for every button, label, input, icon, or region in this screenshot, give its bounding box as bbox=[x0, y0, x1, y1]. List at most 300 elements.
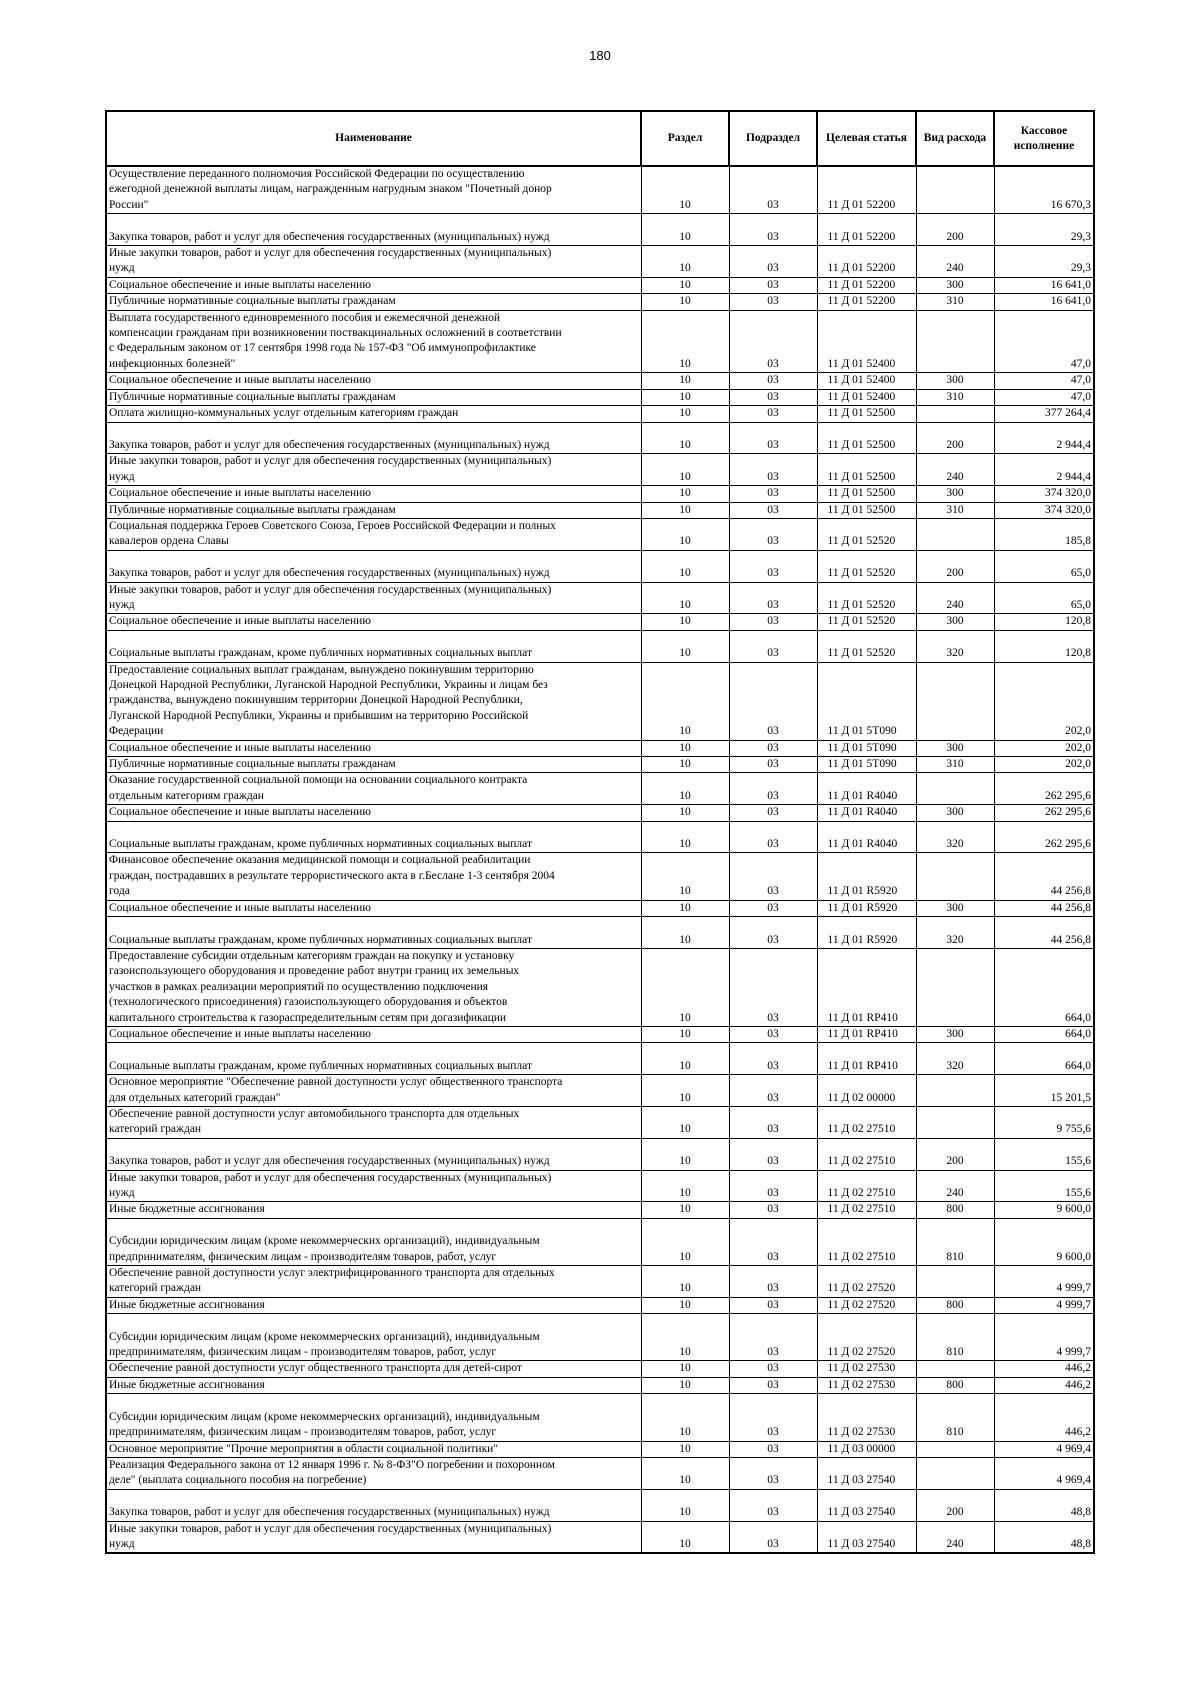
cell-expense-type: 200 bbox=[916, 1489, 994, 1521]
cell-name bbox=[106, 502, 641, 518]
table-row bbox=[106, 630, 1094, 662]
table-row bbox=[106, 389, 1094, 405]
cell-name bbox=[106, 1026, 641, 1042]
table-row bbox=[106, 486, 1094, 502]
cell-podrazdel: 03 bbox=[729, 1361, 817, 1377]
cell-name-line: компенсации гражданам при возникновении поствакцинальных осложнений в соответствии bbox=[109, 327, 562, 340]
cell-name bbox=[106, 1043, 641, 1075]
cell-razdel: 10 bbox=[641, 166, 729, 214]
cell-cash-execution: 262 295,6 bbox=[994, 773, 1094, 805]
cell-target-article: 11 Д 01 52200 bbox=[817, 294, 916, 310]
cell-razdel: 10 bbox=[641, 214, 729, 246]
cell-cash-execution: 4 999,7 bbox=[994, 1314, 1094, 1361]
cell-cash-execution: 374 320,0 bbox=[994, 486, 1094, 502]
cell-name-line: Иные закупки товаров, работ и услуг для обеспечения государственных (муниципальных) bbox=[109, 583, 552, 596]
cell-name bbox=[106, 1138, 641, 1170]
cell-name bbox=[106, 518, 641, 550]
cell-name-line: Социальное обеспечение и иные выплаты населению bbox=[109, 278, 371, 291]
cell-razdel: 10 bbox=[641, 246, 729, 278]
cell-razdel: 10 bbox=[641, 1202, 729, 1218]
cell-razdel: 10 bbox=[641, 773, 729, 805]
cell-expense-type bbox=[916, 662, 994, 740]
cell-expense-type bbox=[916, 1441, 994, 1457]
cell-name-line bbox=[109, 1490, 639, 1505]
cell-podrazdel: 03 bbox=[729, 853, 817, 900]
cell-razdel: 10 bbox=[641, 454, 729, 486]
table-row bbox=[106, 853, 1094, 900]
cell-razdel: 10 bbox=[641, 757, 729, 773]
table-row bbox=[106, 1202, 1094, 1218]
cell-name-line: Закупка товаров, работ и услуг для обеспечения государственных (муниципальных) нужд bbox=[109, 1155, 550, 1168]
cell-name-line: Субсидии юридическим лицам (кроме некоммерческих организаций), индивидуальным bbox=[109, 1235, 540, 1248]
cell-name-line: для отдельных категорий граждан" bbox=[109, 1091, 281, 1104]
cell-expense-type: 300 bbox=[916, 740, 994, 756]
cell-name-line: Основное мероприятие "Прочие мероприятия в области социальной политики" bbox=[109, 1442, 499, 1455]
cell-name-line: гражданства, вынуждено покинувшим территории Донецкой Народной Республики, bbox=[109, 694, 523, 707]
cell-name-line: Социальное обеспечение и иные выплаты населению bbox=[109, 487, 371, 500]
cell-expense-type bbox=[916, 773, 994, 805]
cell-expense-type: 300 bbox=[916, 486, 994, 502]
cell-podrazdel: 03 bbox=[729, 1218, 817, 1265]
cell-razdel: 10 bbox=[641, 1218, 729, 1265]
cell-podrazdel: 03 bbox=[729, 662, 817, 740]
cell-name-line bbox=[109, 214, 639, 229]
cell-name-line: инфекционных болезней" bbox=[109, 357, 236, 370]
table-row bbox=[106, 1075, 1094, 1107]
cell-razdel: 10 bbox=[641, 1457, 729, 1489]
cell-target-article: 11 Д 03 27540 bbox=[817, 1457, 916, 1489]
cell-name bbox=[106, 821, 641, 853]
cell-podrazdel: 03 bbox=[729, 740, 817, 756]
budget-table bbox=[105, 110, 1095, 1554]
cell-name-line: Публичные нормативные социальные выплаты гражданам bbox=[109, 758, 396, 771]
cell-name-line: кавалеров ордена Славы bbox=[109, 535, 229, 548]
cell-expense-type: 300 bbox=[916, 1026, 994, 1042]
cell-target-article: 11 Д 01 52520 bbox=[817, 550, 916, 582]
table-body bbox=[106, 166, 1094, 1553]
cell-name-line bbox=[109, 1139, 639, 1154]
cell-expense-type: 800 bbox=[916, 1377, 994, 1393]
table-row bbox=[106, 917, 1094, 949]
cell-name-line bbox=[109, 551, 639, 566]
cell-name-line: Обеспечение равной доступности услуг автомобильного транспорта для отдельных bbox=[109, 1107, 520, 1120]
cell-target-article: 11 Д 01 52500 bbox=[817, 502, 916, 518]
cell-target-article: 11 Д 01 52520 bbox=[817, 630, 916, 662]
cell-podrazdel: 03 bbox=[729, 454, 817, 486]
cell-podrazdel: 03 bbox=[729, 486, 817, 502]
cell-razdel: 10 bbox=[641, 630, 729, 662]
cell-podrazdel: 03 bbox=[729, 550, 817, 582]
table-row bbox=[106, 1377, 1094, 1393]
cell-expense-type bbox=[916, 1106, 994, 1138]
page-number: 180 bbox=[589, 48, 611, 63]
table-row bbox=[106, 1457, 1094, 1489]
cell-name-line: Социальные выплаты гражданам, кроме публичных нормативных социальных выплат bbox=[109, 1059, 532, 1072]
cell-razdel: 10 bbox=[641, 1106, 729, 1138]
cell-expense-type bbox=[916, 1457, 994, 1489]
cell-expense-type: 240 bbox=[916, 454, 994, 486]
cell-cash-execution: 446,2 bbox=[994, 1361, 1094, 1377]
cell-name-line: Реализация Федерального закона от 12 января 1996 г. № 8-ФЗ"О погребении и похоронном bbox=[109, 1458, 555, 1471]
cell-name bbox=[106, 1361, 641, 1377]
cell-name bbox=[106, 757, 641, 773]
cell-cash-execution: 16 670,3 bbox=[994, 166, 1094, 214]
cell-cash-execution: 47,0 bbox=[994, 310, 1094, 373]
table-row bbox=[106, 502, 1094, 518]
cell-name bbox=[106, 550, 641, 582]
cell-target-article: 11 Д 01 5Т090 bbox=[817, 757, 916, 773]
cell-name bbox=[106, 1441, 641, 1457]
cell-target-article: 11 Д 01 R4040 bbox=[817, 821, 916, 853]
cell-name bbox=[106, 1202, 641, 1218]
cell-name-line: газоиспользующего оборудования и проведение работ внутри границ их земельных bbox=[109, 965, 520, 978]
cell-razdel: 10 bbox=[641, 1361, 729, 1377]
cell-razdel: 10 bbox=[641, 805, 729, 821]
cell-name bbox=[106, 1457, 641, 1489]
table-row bbox=[106, 310, 1094, 373]
cell-target-article: 11 Д 02 27510 bbox=[817, 1170, 916, 1202]
cell-cash-execution: 15 201,5 bbox=[994, 1075, 1094, 1107]
cell-name-line: отдельным категориям граждан bbox=[109, 789, 264, 802]
cell-cash-execution: 4 969,4 bbox=[994, 1457, 1094, 1489]
cell-cash-execution: 48,8 bbox=[994, 1489, 1094, 1521]
cell-expense-type: 320 bbox=[916, 1043, 994, 1075]
cell-razdel: 10 bbox=[641, 1043, 729, 1075]
cell-razdel: 10 bbox=[641, 614, 729, 630]
cell-expense-type: 810 bbox=[916, 1218, 994, 1265]
cell-name bbox=[106, 614, 641, 630]
cell-target-article: 11 Д 01 R4040 bbox=[817, 805, 916, 821]
cell-expense-type: 200 bbox=[916, 550, 994, 582]
cell-name bbox=[106, 853, 641, 900]
cell-name bbox=[106, 310, 641, 373]
cell-cash-execution: 664,0 bbox=[994, 1043, 1094, 1075]
cell-expense-type: 240 bbox=[916, 246, 994, 278]
cell-razdel: 10 bbox=[641, 1075, 729, 1107]
cell-target-article: 11 Д 01 52400 bbox=[817, 373, 916, 389]
cell-target-article: 11 Д 03 00000 bbox=[817, 1441, 916, 1457]
cell-name-line: Публичные нормативные социальные выплаты гражданам bbox=[109, 295, 396, 308]
cell-expense-type bbox=[916, 1266, 994, 1298]
cell-name-line: Иные бюджетные ассигнования bbox=[109, 1378, 265, 1391]
cell-razdel: 10 bbox=[641, 1489, 729, 1521]
cell-name bbox=[106, 1075, 641, 1107]
cell-target-article: 11 Д 01 5Т090 bbox=[817, 662, 916, 740]
cell-razdel: 10 bbox=[641, 1266, 729, 1298]
cell-name bbox=[106, 166, 641, 214]
cell-name-line: нужд bbox=[109, 262, 135, 275]
cell-razdel: 10 bbox=[641, 294, 729, 310]
table-row bbox=[106, 214, 1094, 246]
cell-razdel: 10 bbox=[641, 1026, 729, 1042]
cell-name bbox=[106, 246, 641, 278]
cell-name-line: категорий граждан bbox=[109, 1123, 202, 1136]
cell-razdel: 10 bbox=[641, 502, 729, 518]
cell-podrazdel: 03 bbox=[729, 1297, 817, 1313]
cell-name-line: (технологического присоединения) газоиспользующего оборудования и объектов bbox=[109, 996, 508, 1009]
cell-name bbox=[106, 389, 641, 405]
cell-razdel: 10 bbox=[641, 1521, 729, 1553]
cell-name bbox=[106, 1170, 641, 1202]
cell-target-article: 11 Д 01 52520 bbox=[817, 518, 916, 550]
cell-name-line: участков в рамках реализации мероприятий по осуществлению подключения bbox=[109, 980, 489, 993]
cell-razdel: 10 bbox=[641, 900, 729, 916]
cell-target-article: 11 Д 02 27530 bbox=[817, 1377, 916, 1393]
cell-name-line: ежегодной денежной выплаты лицам, награжденным нагрудным знаком "Почетный донор bbox=[109, 183, 552, 196]
cell-podrazdel: 03 bbox=[729, 1489, 817, 1521]
cell-name-line: Оплата жилищно-коммунальных услуг отдельным категориям граждан bbox=[109, 407, 459, 420]
cell-expense-type: 800 bbox=[916, 1202, 994, 1218]
cell-name-line: Социальная поддержка Героев Советского Союза, Героев Российской Федерации и полных bbox=[109, 519, 556, 532]
cell-name bbox=[106, 582, 641, 614]
cell-podrazdel: 03 bbox=[729, 246, 817, 278]
cell-name-line: Иные закупки товаров, работ и услуг для обеспечения государственных (муниципальных) bbox=[109, 1522, 552, 1535]
cell-name bbox=[106, 948, 641, 1026]
table-row bbox=[106, 1297, 1094, 1313]
table-row bbox=[106, 550, 1094, 582]
cell-target-article: 11 Д 01 52520 bbox=[817, 614, 916, 630]
cell-name bbox=[106, 1297, 641, 1313]
cell-target-article: 11 Д 01 52200 bbox=[817, 246, 916, 278]
cell-razdel: 10 bbox=[641, 422, 729, 454]
cell-podrazdel: 03 bbox=[729, 277, 817, 293]
cell-name-line bbox=[109, 1314, 639, 1329]
cell-name-line: Обеспечение равной доступности услуг общественного транспорта для детей-сирот bbox=[109, 1362, 522, 1375]
cell-razdel: 10 bbox=[641, 1170, 729, 1202]
cell-name-line: Субсидии юридическим лицам (кроме некоммерческих организаций), индивидуальным bbox=[109, 1410, 540, 1423]
cell-expense-type: 300 bbox=[916, 805, 994, 821]
table-row bbox=[106, 1043, 1094, 1075]
cell-podrazdel: 03 bbox=[729, 310, 817, 373]
cell-razdel: 10 bbox=[641, 406, 729, 422]
cell-cash-execution: 185,8 bbox=[994, 518, 1094, 550]
cell-cash-execution: 262 295,6 bbox=[994, 821, 1094, 853]
cell-name-line bbox=[109, 423, 639, 438]
cell-expense-type: 300 bbox=[916, 277, 994, 293]
table-row bbox=[106, 454, 1094, 486]
cell-podrazdel: 03 bbox=[729, 1170, 817, 1202]
cell-cash-execution: 44 256,8 bbox=[994, 853, 1094, 900]
cell-cash-execution: 44 256,8 bbox=[994, 917, 1094, 949]
cell-podrazdel: 03 bbox=[729, 1026, 817, 1042]
table-row bbox=[106, 422, 1094, 454]
cell-podrazdel: 03 bbox=[729, 518, 817, 550]
cell-podrazdel: 03 bbox=[729, 1394, 817, 1441]
cell-name-line: нужд bbox=[109, 598, 135, 611]
table-row bbox=[106, 948, 1094, 1026]
cell-target-article: 11 Д 01 R5920 bbox=[817, 917, 916, 949]
cell-podrazdel: 03 bbox=[729, 582, 817, 614]
cell-cash-execution: 155,6 bbox=[994, 1170, 1094, 1202]
cell-cash-execution: 65,0 bbox=[994, 550, 1094, 582]
table-row bbox=[106, 1361, 1094, 1377]
cell-name bbox=[106, 422, 641, 454]
cell-podrazdel: 03 bbox=[729, 773, 817, 805]
cell-name bbox=[106, 486, 641, 502]
table-row bbox=[106, 1106, 1094, 1138]
table-row bbox=[106, 805, 1094, 821]
cell-target-article: 11 Д 01 52200 bbox=[817, 277, 916, 293]
table-row bbox=[106, 1266, 1094, 1298]
cell-target-article: 11 Д 02 27530 bbox=[817, 1361, 916, 1377]
cell-name-line: Иные бюджетные ассигнования bbox=[109, 1298, 265, 1311]
cell-razdel: 10 bbox=[641, 1441, 729, 1457]
cell-target-article: 11 Д 03 27540 bbox=[817, 1521, 916, 1553]
cell-expense-type bbox=[916, 166, 994, 214]
cell-expense-type bbox=[916, 310, 994, 373]
cell-name bbox=[106, 277, 641, 293]
cell-name bbox=[106, 900, 641, 916]
cell-razdel: 10 bbox=[641, 662, 729, 740]
cell-name bbox=[106, 1377, 641, 1393]
table-row bbox=[106, 821, 1094, 853]
cell-cash-execution: 2 944,4 bbox=[994, 454, 1094, 486]
cell-name bbox=[106, 1314, 641, 1361]
cell-name-line: Публичные нормативные социальные выплаты гражданам bbox=[109, 503, 396, 516]
header-podrazdel: Подраздел bbox=[729, 111, 817, 166]
table-row bbox=[106, 740, 1094, 756]
cell-target-article: 11 Д 02 00000 bbox=[817, 1075, 916, 1107]
cell-cash-execution: 9 755,6 bbox=[994, 1106, 1094, 1138]
cell-razdel: 10 bbox=[641, 948, 729, 1026]
cell-expense-type: 200 bbox=[916, 1138, 994, 1170]
cell-cash-execution: 120,8 bbox=[994, 630, 1094, 662]
table-row bbox=[106, 1026, 1094, 1042]
cell-expense-type: 240 bbox=[916, 1521, 994, 1553]
cell-cash-execution: 446,2 bbox=[994, 1394, 1094, 1441]
cell-target-article: 11 Д 02 27520 bbox=[817, 1297, 916, 1313]
cell-name bbox=[106, 1489, 641, 1521]
cell-name-line: Обеспечение равной доступности услуг электрифицированного транспорта для отдельных bbox=[109, 1267, 555, 1280]
cell-expense-type: 300 bbox=[916, 373, 994, 389]
cell-name-line: деле" (выплата социального пособия на погребение) bbox=[109, 1474, 367, 1487]
cell-podrazdel: 03 bbox=[729, 805, 817, 821]
cell-name bbox=[106, 1394, 641, 1441]
cell-expense-type: 300 bbox=[916, 900, 994, 916]
cell-name-line: года bbox=[109, 885, 130, 898]
cell-target-article: 11 Д 01 52200 bbox=[817, 214, 916, 246]
cell-name-line: Социальное обеспечение и иные выплаты населению bbox=[109, 741, 371, 754]
cell-name-line: Донецкой Народной Республики, Луганской Народной Республики, Украины и лицам без bbox=[109, 679, 548, 691]
cell-razdel: 10 bbox=[641, 1314, 729, 1361]
cell-razdel: 10 bbox=[641, 582, 729, 614]
cell-target-article: 11 Д 01 52400 bbox=[817, 310, 916, 373]
cell-cash-execution: 29,3 bbox=[994, 246, 1094, 278]
cell-cash-execution: 262 295,6 bbox=[994, 805, 1094, 821]
cell-expense-type: 240 bbox=[916, 1170, 994, 1202]
cell-cash-execution: 446,2 bbox=[994, 1377, 1094, 1393]
cell-name-line: Оказание государственной социальной помощи на основании социального контракта bbox=[109, 774, 528, 787]
table-row bbox=[106, 166, 1094, 214]
cell-expense-type: 320 bbox=[916, 630, 994, 662]
cell-name bbox=[106, 740, 641, 756]
cell-name-line: Закупка товаров, работ и услуг для обеспечения государственных (муниципальных) нужд bbox=[109, 1506, 550, 1519]
cell-name-line: предпринимателям, физическим лицам - производителям товаров, работ, услуг bbox=[109, 1346, 497, 1359]
cell-name bbox=[106, 805, 641, 821]
cell-name-line: нужд bbox=[109, 470, 135, 483]
cell-name-line: Основное мероприятие "Обеспечение равной доступности услуг общественного транспорта bbox=[109, 1076, 563, 1089]
cell-name-line: Иные закупки товаров, работ и услуг для обеспечения государственных (муниципальных) bbox=[109, 1171, 552, 1184]
cell-target-article: 11 Д 01 5Т090 bbox=[817, 740, 916, 756]
cell-razdel: 10 bbox=[641, 853, 729, 900]
header-cash-execution: Кассовое исполнение bbox=[994, 111, 1094, 166]
cell-expense-type: 200 bbox=[916, 214, 994, 246]
cell-target-article: 11 Д 01 R5920 bbox=[817, 853, 916, 900]
cell-razdel: 10 bbox=[641, 821, 729, 853]
cell-name-line: категорий граждан bbox=[109, 1282, 202, 1295]
cell-razdel: 10 bbox=[641, 740, 729, 756]
table-row bbox=[106, 1314, 1094, 1361]
cell-name-line: нужд bbox=[109, 1537, 135, 1550]
cell-name bbox=[106, 917, 641, 949]
cell-expense-type: 310 bbox=[916, 389, 994, 405]
cell-cash-execution: 202,0 bbox=[994, 757, 1094, 773]
cell-name bbox=[106, 1521, 641, 1553]
cell-podrazdel: 03 bbox=[729, 1377, 817, 1393]
cell-expense-type: 200 bbox=[916, 422, 994, 454]
cell-name-line: Субсидии юридическим лицам (кроме некоммерческих организаций), индивидуальным bbox=[109, 1330, 540, 1343]
cell-cash-execution: 9 600,0 bbox=[994, 1218, 1094, 1265]
table-row bbox=[106, 757, 1094, 773]
cell-name-line: Иные закупки товаров, работ и услуг для обеспечения государственных (муниципальных) bbox=[109, 247, 552, 260]
cell-name-line bbox=[109, 822, 639, 837]
cell-podrazdel: 03 bbox=[729, 1138, 817, 1170]
cell-podrazdel: 03 bbox=[729, 1441, 817, 1457]
cell-cash-execution: 202,0 bbox=[994, 740, 1094, 756]
cell-target-article: 11 Д 03 27540 bbox=[817, 1489, 916, 1521]
cell-name bbox=[106, 214, 641, 246]
cell-cash-execution: 4 969,4 bbox=[994, 1441, 1094, 1457]
cell-razdel: 10 bbox=[641, 486, 729, 502]
cell-target-article: 11 Д 02 27510 bbox=[817, 1138, 916, 1170]
cell-name bbox=[106, 1266, 641, 1298]
cell-cash-execution: 664,0 bbox=[994, 1026, 1094, 1042]
cell-target-article: 11 Д 02 27520 bbox=[817, 1314, 916, 1361]
cell-razdel: 10 bbox=[641, 1377, 729, 1393]
header-expense-type: Вид расхода bbox=[916, 111, 994, 166]
cell-target-article: 11 Д 02 27530 bbox=[817, 1394, 916, 1441]
cell-podrazdel: 03 bbox=[729, 948, 817, 1026]
cell-name-line: Иные закупки товаров, работ и услуг для обеспечения государственных (муниципальных) bbox=[109, 455, 552, 468]
cell-name-line: Выплата государственного единовременного пособия и ежемесячной денежной bbox=[109, 311, 500, 324]
table-row bbox=[106, 773, 1094, 805]
cell-cash-execution: 202,0 bbox=[994, 662, 1094, 740]
table-row bbox=[106, 246, 1094, 278]
cell-expense-type: 800 bbox=[916, 1297, 994, 1313]
cell-cash-execution: 65,0 bbox=[994, 582, 1094, 614]
cell-expense-type bbox=[916, 948, 994, 1026]
cell-cash-execution: 374 320,0 bbox=[994, 502, 1094, 518]
cell-expense-type bbox=[916, 518, 994, 550]
header-target-article: Целевая статья bbox=[817, 111, 916, 166]
table-row bbox=[106, 582, 1094, 614]
cell-target-article: 11 Д 02 27510 bbox=[817, 1106, 916, 1138]
table-row bbox=[106, 1394, 1094, 1441]
cell-name-line: Предоставление социальных выплат гражданам, вынуждено покинувшим территорию bbox=[109, 663, 534, 676]
table-header bbox=[106, 111, 1094, 166]
cell-name-line: Закупка товаров, работ и услуг для обеспечения государственных (муниципальных) нужд bbox=[109, 230, 550, 243]
cell-cash-execution: 155,6 bbox=[994, 1138, 1094, 1170]
cell-expense-type: 310 bbox=[916, 757, 994, 773]
cell-name-line bbox=[109, 1219, 639, 1234]
cell-name-line bbox=[109, 1043, 639, 1058]
cell-target-article: 11 Д 01 52500 bbox=[817, 454, 916, 486]
cell-name-line: Публичные нормативные социальные выплаты гражданам bbox=[109, 390, 396, 403]
cell-name-line: Закупка товаров, работ и услуг для обеспечения государственных (муниципальных) нужд bbox=[109, 438, 550, 451]
cell-name-line: Осуществление переданного полномочия Российской Федерации по осуществлению bbox=[109, 168, 525, 180]
cell-name-line: Социальное обеспечение и иные выплаты населению bbox=[109, 374, 371, 387]
cell-name-line: предпринимателям, физическим лицам - производителям товаров, работ, услуг bbox=[109, 1426, 497, 1439]
